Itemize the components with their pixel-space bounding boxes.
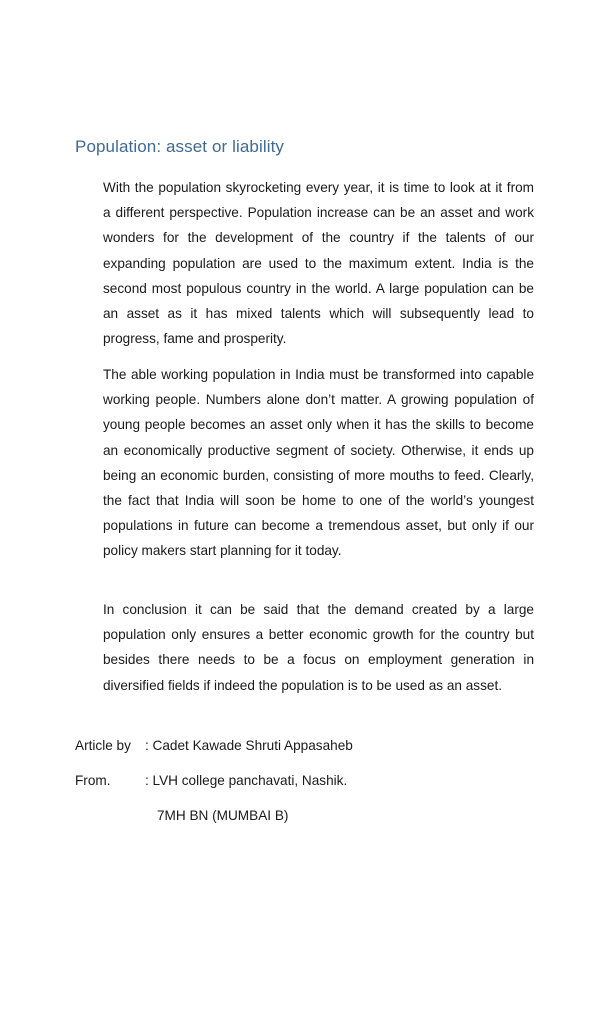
from-label: From. — [75, 773, 111, 788]
from-line — [75, 771, 347, 791]
article-paragraph-3: In conclusion it can be said that the demand created by a large population only ensures a better economic growth for the country but besides there needs to be a focus on employment generation in diversified fields if indeed the population is to be used as an asset. — [103, 602, 534, 693]
article-by-line — [75, 736, 353, 756]
article-paragraph-2: The able working population in India must be transformed into capable working people. Numbers alone don’t matter. A growing population of young people becomes an asset only when it has the skills to become an economically productive segment of society. Otherwise, it ends up being an economic burden, consisting of more mouths to feed. Clearly, the fact that India will soon be home to one of the world’s youngest populations in future can become a tremendous asset, but only if our policy makers start planning for it today. — [103, 367, 534, 559]
article-by-value: : Cadet Kawade Shruti Appasaheb — [145, 738, 353, 753]
article-title: Population: asset or liability — [75, 137, 285, 156]
article-by-label: Article by — [75, 738, 131, 753]
unit-line: 7MH BN (MUMBAI B) — [157, 808, 289, 823]
article-paragraph-1: With the population skyrocketing every year, it is time to look at it from a different perspective. Population increase can be an asset and work wonders for the development of the country if the talents of our expanding population are used to the maximum extent. India is the second most populous country in the world. A large population can be an asset as it has mixed talents which will subsequently lead to progress, fame and prosperity. — [103, 180, 534, 347]
from-value: : LVH college panchavati, Nashik. — [145, 773, 348, 788]
